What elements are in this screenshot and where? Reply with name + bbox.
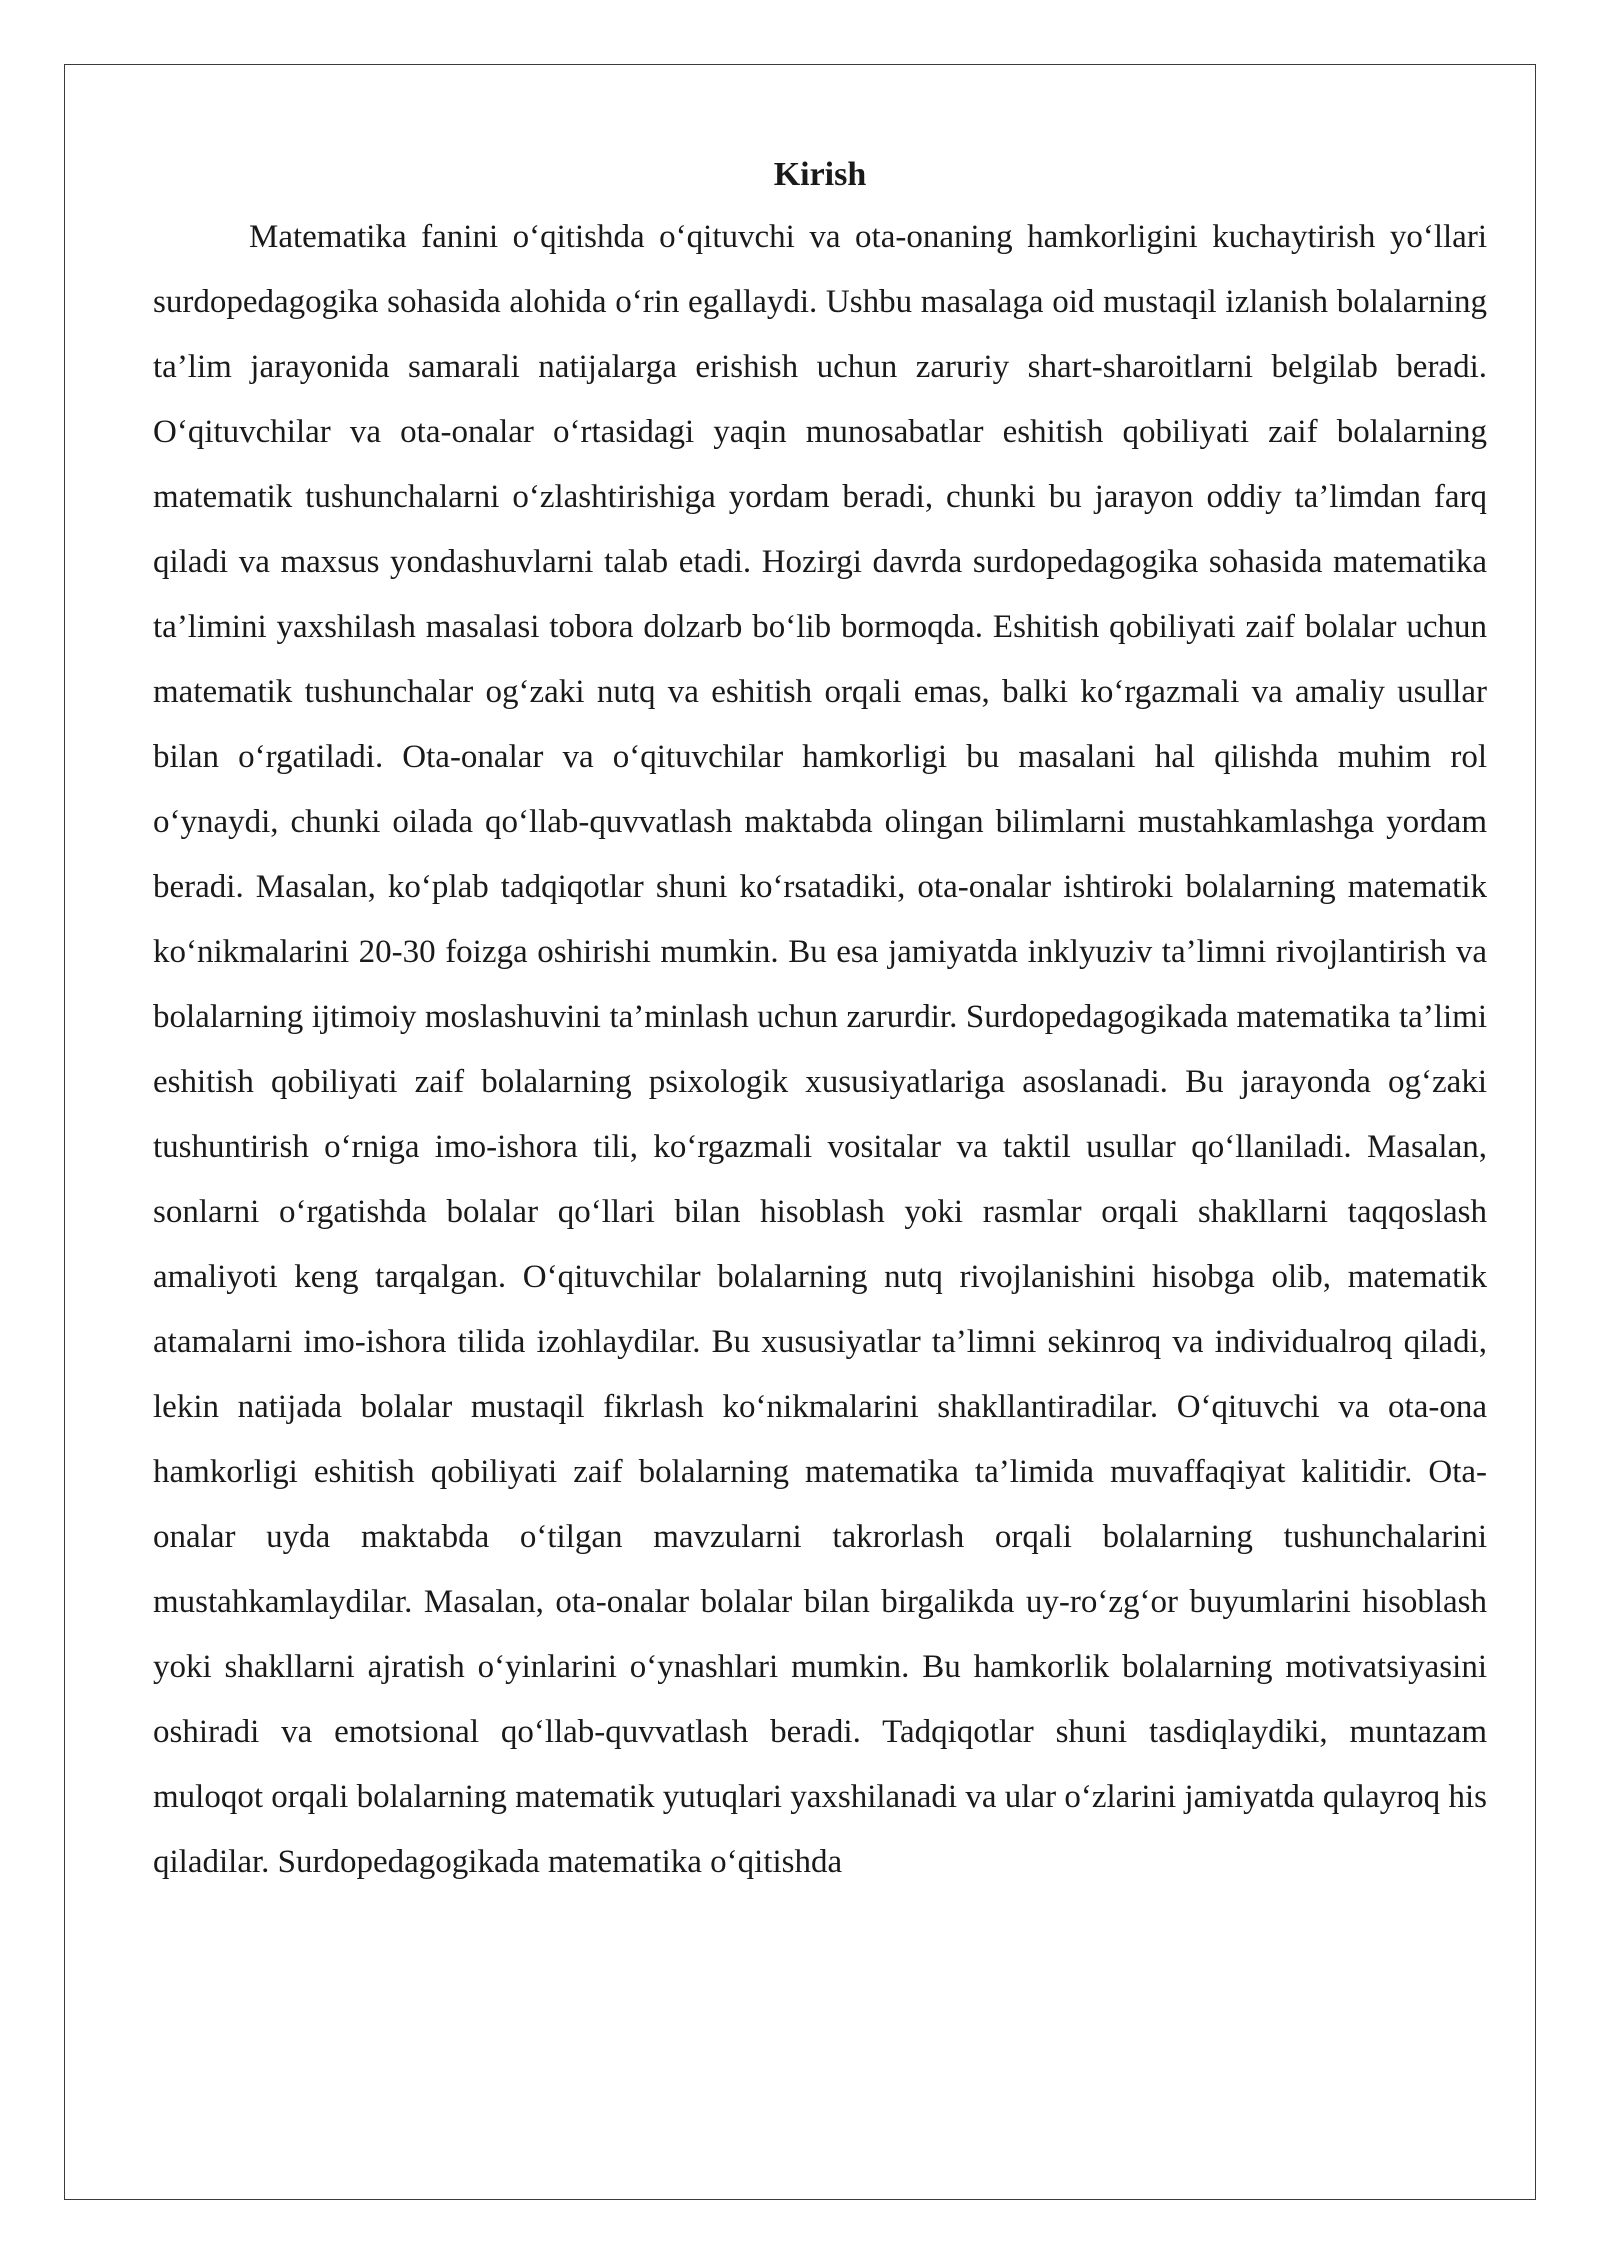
document-title: Kirish [773, 156, 867, 193]
body-paragraph: Matematika fanini o‘qitishda o‘qituvchi va ota-onaning hamkorligini kuchaytirish yo‘llari surdopedagogika sohasida alohida o‘rin egallaydi. Ushbu masalaga oid mustaqil izlanish bolalarning ta’lim jarayonida samarali natijalarga erishish uchun zaruriy shart-sharoitlarni belgilab beradi. O‘qituvchilar va ota-onalar o‘rtasidagi yaqin munosabatlar eshitish qobiliyati zaif bolalarning matematik tushunchalarni o‘zlashtirishiga yordam beradi, chunki bu jarayon oddiy ta’limdan farq qiladi va maxsus yondashuvlarni talab etadi. Hozirgi davrda surdopedagogika sohasida matematika ta’limini yaxshilash masalasi tobora dolzarb bo‘lib bormoqda. Eshitish qobiliyati zaif bolalar uchun matematik tushunchalar og‘zaki nutq va eshitish orqali emas, balki ko‘rgazmali va amaliy usullar bilan o‘rgatiladi. Ota-onalar va o‘qituvchilar hamkorligi bu masalani hal qilishda muhim rol o‘ynaydi, chunki oilada qo‘llab-quvvatlash maktabda olingan bilimlarni mustahkamlashga yordam beradi. Masalan, ko‘plab tadqiqotlar shuni ko‘rsatadiki, ota-onalar ishtiroki bolalarning matematik ko‘nikmalarini 20-30 foizga oshirishi mumkin. Bu esa jamiyatda inklyuziv ta’limni rivojlantirish va bolalarning ijtimoiy moslashuvini ta’minlash uchun zarurdir. Surdopedagogikada matematika ta’limi eshitish qobiliyati zaif bolalarning psixologik xususiyatlariga asoslanadi. Bu jarayonda og‘zaki tushuntirish o‘rniga imo-ishora tili, ko‘rgazmali vositalar va taktil usullar qo‘llaniladi. Masalan, sonlarni o‘rgatishda bolalar qo‘llari bilan hisoblash yoki rasmlar orqali shakllarni taqqoslash amaliyoti keng tarqalgan. O‘qituvchilar bolalarning nutq rivojlanishini hisobga olib, matematik atamalarni imo-ishora tilida izohlaydilar. Bu xususiyatlar ta’limni sekinroq va individualroq qiladi, lekin natijada bolalar mustaqil fikrlash ko‘nikmalarini shakllantiradilar. O‘qituvchi va ota-ona hamkorligi eshitish qobiliyati zaif bolalarning matematika ta’limida muvaffaqiyat kalitidir. Ota-onalar uyda maktabda o‘tilgan mavzularni takrorlash orqali bolalarning tushunchalarini mustahkamlaydilar. Masalan, ota-onalar bolalar bilan birgalikda uy-ro‘zg‘or buyumlarini hisoblash yoki shakllarni ajratish o‘yinlarini o‘ynashlari mumkin. Bu hamkorlik bolalarning motivatsiyasini oshiradi va emotsional qo‘llab-quvvatlash beradi. Tadqiqotlar shuni tasdiqlaydiki, muntazam muloqot orqali bolalarning matematik yutuqlari yaxshilanadi va ular o‘zlarini jamiyatda qulayroq his qiladilar. Surdopedagogikada matematika o‘qitishda [153, 219, 1487, 1880]
